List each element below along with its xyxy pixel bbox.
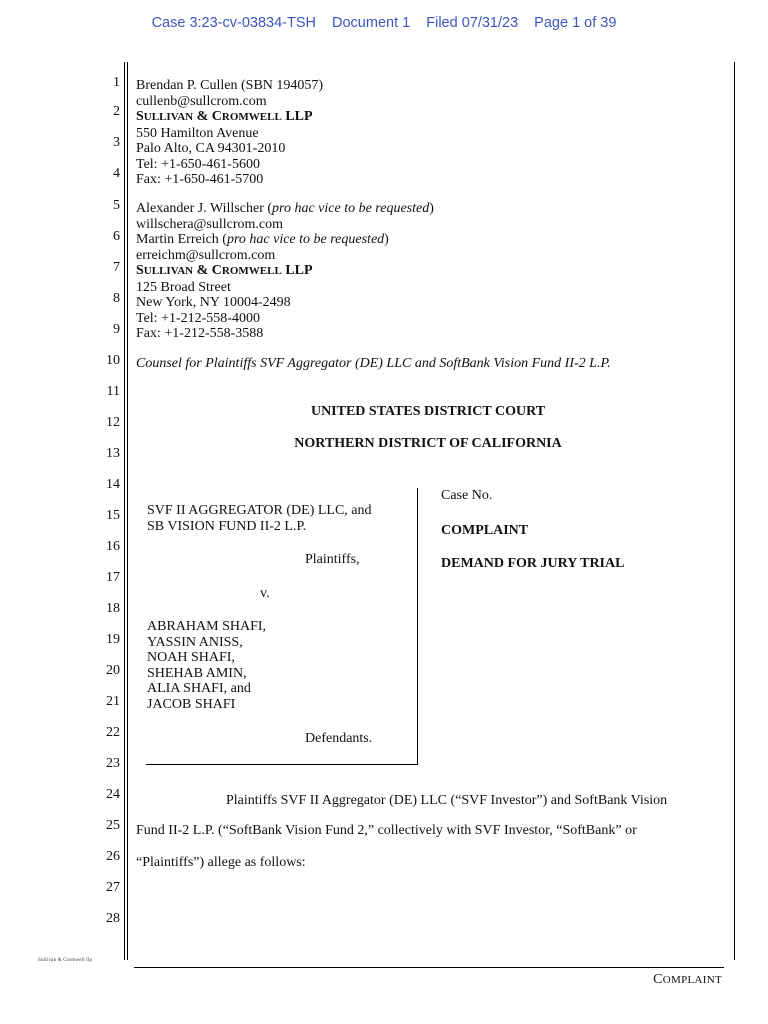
line-number: 4 [113,166,120,181]
line-number: 20 [106,663,120,678]
document-title: COMPLAINT [441,523,529,538]
firm-name: SULLIVAN & CROMWELL LLP [136,263,313,278]
versus-label: v. [260,586,270,601]
line-number: 28 [106,911,120,926]
line-number: 24 [106,787,120,802]
line-number: 17 [106,570,120,585]
case-no-label: Case No. [441,488,493,503]
counsel-for-line: Counsel for Plaintiffs SVF Aggregator (DE) LLC and SoftBank Vision Fund II-2 L.P. [136,356,611,371]
line-number: 21 [106,694,120,709]
attorney-email: cullenb@sullcrom.com [136,93,267,109]
attorney-name: Alexander J. Willscher (pro hac vice to be requested) [136,201,434,216]
court-title: UNITED STATES DISTRICT COURT [310,404,546,419]
line-number: 12 [106,415,120,430]
counsel-block-2 [136,201,434,342]
document-number: Document 1 [332,15,411,31]
line-number: 1 [113,75,120,90]
attorney-name: Brendan P. Cullen (SBN 194057) [136,78,324,93]
line-number: 3 [113,135,120,150]
defendant-name: ABRAHAM SHAFI, [147,619,267,634]
line-number: 14 [106,477,120,492]
line-number: 22 [106,725,120,740]
firm-fax: Fax: +1-650-461-5700 [136,172,264,187]
line-number: 8 [113,291,120,306]
district-title: NORTHERN DISTRICT OF CALIFORNIA [294,436,562,451]
line-number: 25 [106,818,120,833]
plaintiff-name: SB VISION FUND II-2 L.P. [147,518,307,534]
line-number: 7 [113,260,120,275]
body-paragraph-line-2: Fund II-2 L.P. (“SoftBank Vision Fund 2,” collectively with SVF Investor, “SoftBank” or [136,823,637,838]
defendant-name: NOAH SHAFI, [147,650,235,665]
footer-rule [134,967,724,968]
line-number: 2 [113,104,120,119]
line-number: 19 [106,632,120,647]
firm-telephone: Tel: +1-212-558-4000 [136,310,260,326]
line-number: 16 [106,539,120,554]
firm-address-line-1: 125 Broad Street [136,279,231,295]
footer-document-title: COMPLAINT [653,972,722,987]
attorney-name: Martin Erreich (pro hac vice to be requested) [136,232,389,247]
defendant-name: YASSIN ANISS, [147,634,243,650]
firm-address-line-1: 550 Hamilton Avenue [136,125,259,141]
defendant-name: JACOB SHAFI [147,696,236,712]
left-margin-rule-inner [127,62,128,960]
defendants-label: Defendants. [305,731,373,746]
line-number: 26 [106,849,120,864]
line-number: 13 [106,446,120,461]
line-number: 10 [106,353,120,368]
jury-demand: DEMAND FOR JURY TRIAL [441,556,625,571]
firm-name: SULLIVAN & CROMWELL LLP [136,109,313,124]
firm-fax: Fax: +1-212-558-3588 [136,326,264,341]
counsel-block-1 [136,78,323,188]
defendant-name: SHEHAB AMIN, [147,665,247,681]
body-paragraph-line-3: “Plaintiffs”) allege as follows: [136,855,306,870]
line-number: 5 [113,198,120,213]
case-number: Case 3:23-cv-03834-TSH [151,15,316,31]
line-number: 9 [113,322,120,337]
line-number: 27 [106,880,120,895]
left-margin-rule [124,62,125,960]
firm-telephone: Tel: +1-650-461-5600 [136,156,260,172]
attorney-email: erreichm@sullcrom.com [136,247,276,263]
right-margin-rule [734,62,735,960]
line-number: 23 [106,756,120,771]
attorney-email: willschera@sullcrom.com [136,216,284,232]
plaintiffs-label: Plaintiffs, [305,552,360,567]
firm-address-line-2: Palo Alto, CA 94301-2010 [136,141,286,156]
defendants-names [147,619,266,712]
caption-divider-horizontal [146,764,418,765]
footer-firm-name: Sullivan & Cromwell llp [38,958,93,963]
plaintiffs-names [147,503,372,534]
line-number: 15 [106,508,120,523]
defendant-name: ALIA SHAFI, and [147,681,251,696]
filed-date: Filed 07/31/23 [426,15,519,31]
body-paragraph-line-1: Plaintiffs SVF II Aggregator (DE) LLC (“SVF Investor”) and SoftBank Vision [226,793,668,808]
line-number: 18 [106,601,120,616]
caption-divider-vertical [417,488,418,764]
filing-header [0,15,768,31]
line-number: 11 [106,384,120,399]
firm-address-line-2: New York, NY 10004-2498 [136,295,291,310]
page-indicator: Page 1 of 39 [534,15,617,31]
plaintiff-name: SVF II AGGREGATOR (DE) LLC, and [147,503,372,518]
line-number: 6 [113,229,120,244]
